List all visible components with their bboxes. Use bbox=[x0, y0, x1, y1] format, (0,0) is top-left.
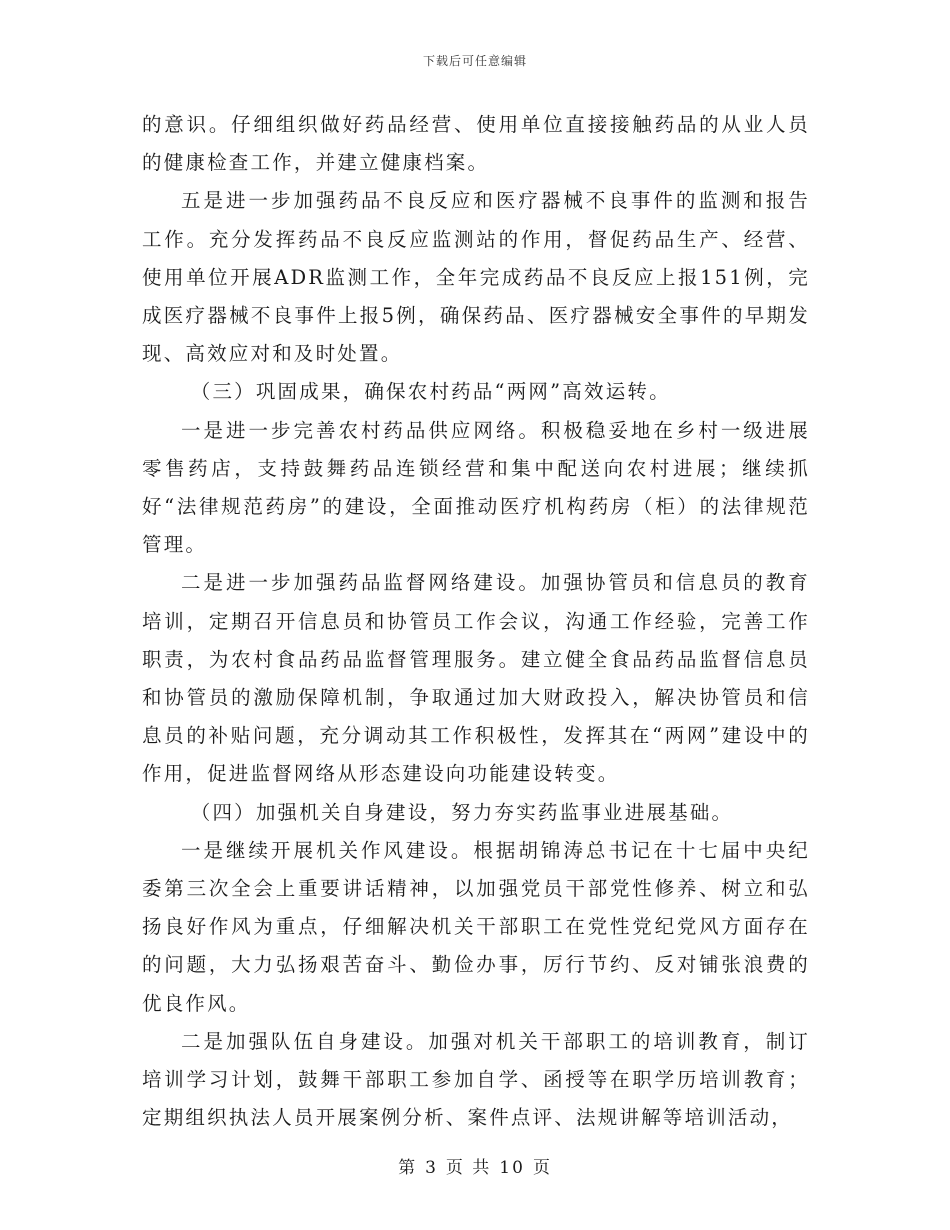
total-pages-number: 10 bbox=[499, 1158, 525, 1178]
footer-mid: 页 共 bbox=[445, 1158, 492, 1178]
paragraph-item-1-b: 一是继续开展机关作风建设。根据胡锦涛总书记在十七届中央纪委第三次全会上重要讲话精神，以加强党员干部党性修养、树立和弘扬良好作风为重点，仔细解决机关干部职工在党性党纪党风方面存在的问题，大力弘扬艰苦奋斗、勤俭办事，厉行节约、反对铺张浪费的优良作风。 bbox=[142, 838, 810, 1015]
footer-suffix: 页 bbox=[532, 1158, 552, 1178]
paragraph-continuation: 的意识。仔细组织做好药品经营、使用单位直接接触药品的从业人员的健康检查工作，并建立健康档案。 bbox=[142, 113, 810, 175]
page-header-note: 下载后可任意编辑 bbox=[422, 54, 527, 68]
current-page-number: 3 bbox=[425, 1158, 438, 1178]
section-heading-3: （三）巩固成果，确保农村药品“两网”高效运转。 bbox=[190, 380, 671, 404]
paragraph-item-2: 二是进一步加强药品监督网络建设。加强协管员和信息员的教育培训，定期召开信息员和协管员工作会议，沟通工作经验，完善工作职责，为农村食品药品监督管理服务。建立健全食品药品监督信息员和协管员的激励保障机制，争取通过加大财政投入，解决协管员和信息员的补贴问题，充分调动其工作积极性，发挥其在“两网”建设中的作用，促进监督网络从形态建设向功能建设转变。 bbox=[142, 571, 810, 786]
footer-prefix: 第 bbox=[398, 1158, 418, 1178]
document-body bbox=[142, 106, 810, 1137]
section-heading-4: （四）加强机关自身建设，努力夯实药监事业进展基础。 bbox=[190, 800, 734, 824]
page-footer bbox=[0, 1153, 950, 1178]
paragraph-item-5: 五是进一步加强药品不良反应和医疗器械不良事件的监测和报告工作。充分发挥药品不良反应监测站的作用，督促药品生产、经营、使用单位开展ADR监测工作，全年完成药品不良反应上报151例，完成医疗器械不良事件上报5例，确保药品、医疗器械安全事件的早期发现、高效应对和及时处置。 bbox=[142, 189, 810, 366]
paragraph-item-1: 一是进一步完善农村药品供应网络。积极稳妥地在乡村一级进展零售药店，支持鼓舞药品连锁经营和集中配送向农村进展；继续抓好“法律规范药房”的建设，全面推动医疗机构药房（柜）的法律规范管理。 bbox=[142, 418, 810, 557]
paragraph-item-2-b: 二是加强队伍自身建设。加强对机关干部职工的培训教育，制订培训学习计划，鼓舞干部职工参加自学、函授等在职学历培训教育；定期组织执法人员开展案例分析、案件点评、法规讲解等培训活动， bbox=[142, 1029, 810, 1130]
